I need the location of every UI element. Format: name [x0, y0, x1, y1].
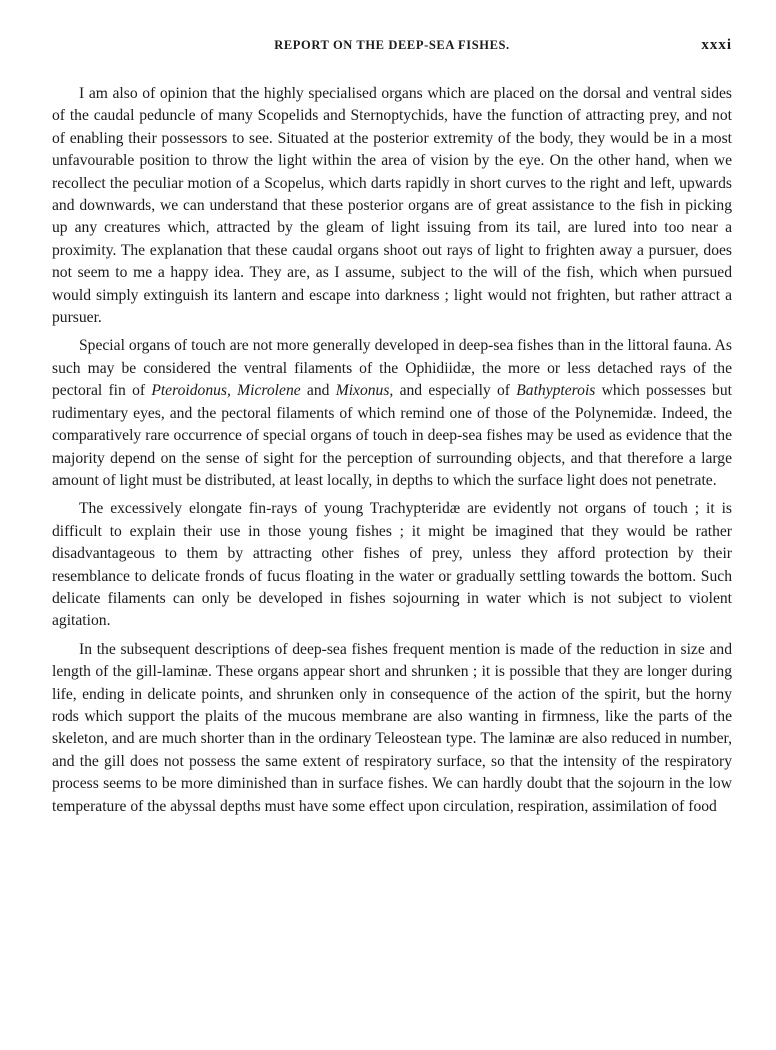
paragraph-luminous-organs: I am also of opinion that the highly specialised organs which are placed on the dorsal and ventral sides of the caudal peduncle of many Scopelids and Sternoptychids, have the function of attracting prey, and not of enabling their possessors to see. Situated at the posterior extremity of the body, they would be in a most unfavourable position to throw the light within the area of vision by the eye. On the other hand, when we recollect the peculiar motion of a Scopelus, which darts rapidly in short curves to the right and left, upwards and downwards, we can understand that these posterior organs are of great assistance to the fish in picking up any creatures which, attracted by the gleam of light issuing from its tail, are lured into too near a proximity. The explanation that these caudal organs shoot out rays of light to frighten away a pursuer, does not seem to me a happy idea. They are, as I assume, subject to the will of the fish, which when pursued would simply extinguish its lantern and escape into darkness ; light would not frighten, but rather attract a pursuer. — [52, 85, 732, 327]
paragraph-gill-laminae: In the subsequent descriptions of deep-sea fishes frequent mention is made of the reduction in size and length of the gill-laminæ. These organs appear short and shrunken ; it is possible that they are longer during life, ending in delicate points, and shrunken only in consequence of the action of the spirit, but the horny rods which support the plaits of the mucous membrane are also wanting in firmness, like the parts of the skeleton, and are much shorter than in the ordinary Teleostean type. The laminæ are also reduced in number, and the gill does not possess the same extent of respiratory surface, so that the intensity of the respiratory process seems to be more diminished than in surface fishes. We can hardly doubt that the sojourn in the low temperature of the abyssal depths must have some effect upon circulation, respiration, assimilation of food — [52, 640, 732, 815]
text-run: which possesses but rudimentary eyes, and the pectoral filaments of which remind one of those of the Polynemidæ. Indeed, the comparatively rare occurrence of special organs of touch in deep-sea fishes may be used as evidence that the majority depend on the sense of sight for the perception of surrounding objects, and that therefore a large amount of light must be distributed, at least locally, in depths to which the surface light does not penetrate. — [52, 382, 732, 489]
text-run: Special organs of touch are not more generally developed in deep-sea fishes than in the littoral fauna. As such may be considered the ventral filaments of the Ophidiidæ, the more or less detached rays of the pectoral fin of — [52, 337, 732, 400]
body-text — [52, 83, 732, 824]
paragraph-organs-of-touch — [52, 335, 732, 492]
running-title: REPORT ON THE DEEP-SEA FISHES. — [274, 38, 510, 52]
paragraph-trachypteridae: The excessively elongate fin-rays of young Trachypteridæ are evidently not organs of touch ; it is difficult to explain their use in those young fishes ; it might be imagined that they would be rather disadvantageous to them by attracting other fishes of prey, unless they afford protection by their resemblance to delicate fronds of fucus floating in the water or gradually settling towards the bottom. Such delicate filaments can only be developed in fishes sojourning in water which is not subject to violent agitation. — [52, 500, 732, 630]
text-run: and — [300, 382, 336, 400]
genus-name: Microlene — [237, 382, 301, 400]
genus-name: Pteroidonus, — [151, 382, 231, 400]
genus-name: Bathypterois — [516, 382, 596, 400]
text-run: and especially of — [393, 382, 517, 400]
running-head — [52, 38, 732, 60]
genus-name: Mixonus, — [335, 382, 394, 400]
page-number: xxxi — [701, 37, 732, 53]
